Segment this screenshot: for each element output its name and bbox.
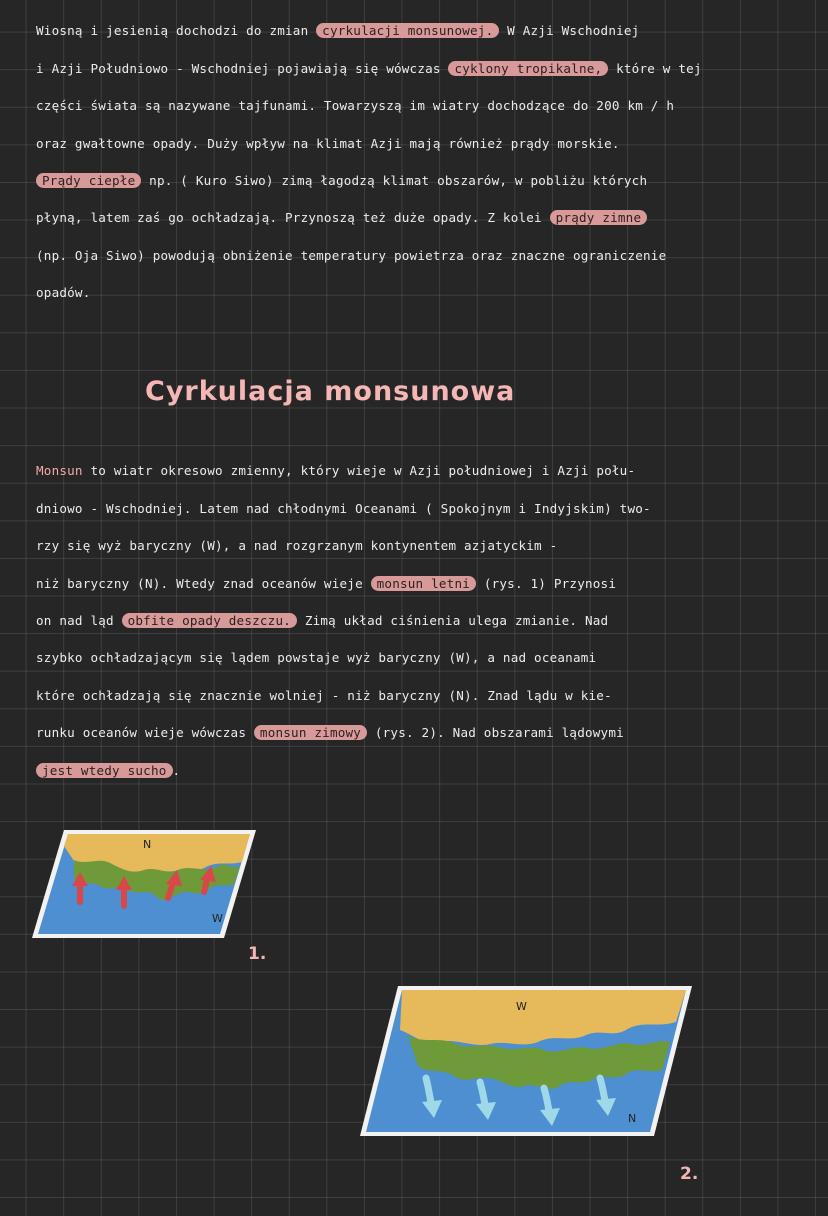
highlight: monsun letni xyxy=(371,576,476,591)
text-line: on nad ląd obfite opady deszczu. Zimą układ ciśnienia ulega zmianie. Nad xyxy=(36,613,609,628)
text-line: oraz gwałtowne opady. Duży wpływ na klimat Azji mają również prądy morskie. xyxy=(36,136,620,151)
winter-monsoon-map xyxy=(356,982,696,1140)
text-line: niż baryczny (N). Wtedy znad oceanów wieje monsun letni (rys. 1) Przynosi xyxy=(36,576,617,591)
highlight: obfite opady deszczu. xyxy=(122,613,297,628)
text-line: które ochładzają się znacznie wolniej - niż baryczny (N). Znad lądu w kie- xyxy=(36,688,612,703)
fig1-land-label: N xyxy=(143,838,152,851)
highlight: cyklony tropikalne, xyxy=(448,61,608,76)
text-line: (np. Oja Siwo) powodują obniżenie temperatury powietrza oraz znaczne ograniczenie xyxy=(36,248,667,263)
text-line: Monsun to wiatr okresowo zmienny, który wieje w Azji południowej i Azji połu- xyxy=(36,463,636,478)
text-line: Wiosną i jesienią dochodzi do zmian cyrkulacji monsunowej. W Azji Wschodniej xyxy=(36,23,640,38)
text-line: rzy się wyż baryczny (W), a nad rozgrzanym kontynentem azjatyckim - xyxy=(36,538,558,553)
text-line: płyną, latem zaś go ochładzają. Przynoszą też duże opady. Z kolei prądy zimne xyxy=(36,207,647,229)
highlight: monsun zimowy xyxy=(254,725,367,740)
highlight: cyrkulacji monsunowej. xyxy=(316,23,499,38)
text-line: szybko ochładzającym się lądem powstaje wyż baryczny (W), a nad oceanami xyxy=(36,650,597,665)
text-line: dniowo - Wschodniej. Latem nad chłodnymi Oceanami ( Spokojnym i Indyjskim) two- xyxy=(36,501,651,516)
highlight: Prądy ciepłe xyxy=(36,173,141,188)
section-heading: Cyrkulacja monsunowa xyxy=(145,376,516,407)
text-line: części świata są nazywane tajfunami. Towarzyszą im wiatry dochodzące do 200 km / h xyxy=(36,98,675,113)
summer-monsoon-map xyxy=(28,826,260,942)
fig2-sea-label: N xyxy=(628,1112,637,1125)
fig1-sea-label: W xyxy=(212,912,223,925)
figure-1-number: 1. xyxy=(248,944,267,964)
text-line: runku oceanów wieje wówczas monsun zimowy (rys. 2). Nad obszarami lądowymi xyxy=(36,725,624,740)
text-line: jest wtedy sucho . xyxy=(36,760,180,782)
highlight: prądy zimne xyxy=(550,210,648,225)
text-line: opadów. xyxy=(36,285,91,300)
highlight: jest wtedy sucho xyxy=(36,763,173,778)
fig2-land-label: W xyxy=(516,1000,527,1013)
term-monsun: Monsun xyxy=(36,463,83,478)
text-line: Prądy ciepłe np. ( Kuro Siwo) zimą łagodzą klimat obszarów, w pobliżu których xyxy=(36,170,647,192)
text-line: i Azji Południowo - Wschodniej pojawiają się wówczas cyklony tropikalne, które w tej xyxy=(36,61,702,76)
figure-2-number: 2. xyxy=(680,1164,699,1184)
